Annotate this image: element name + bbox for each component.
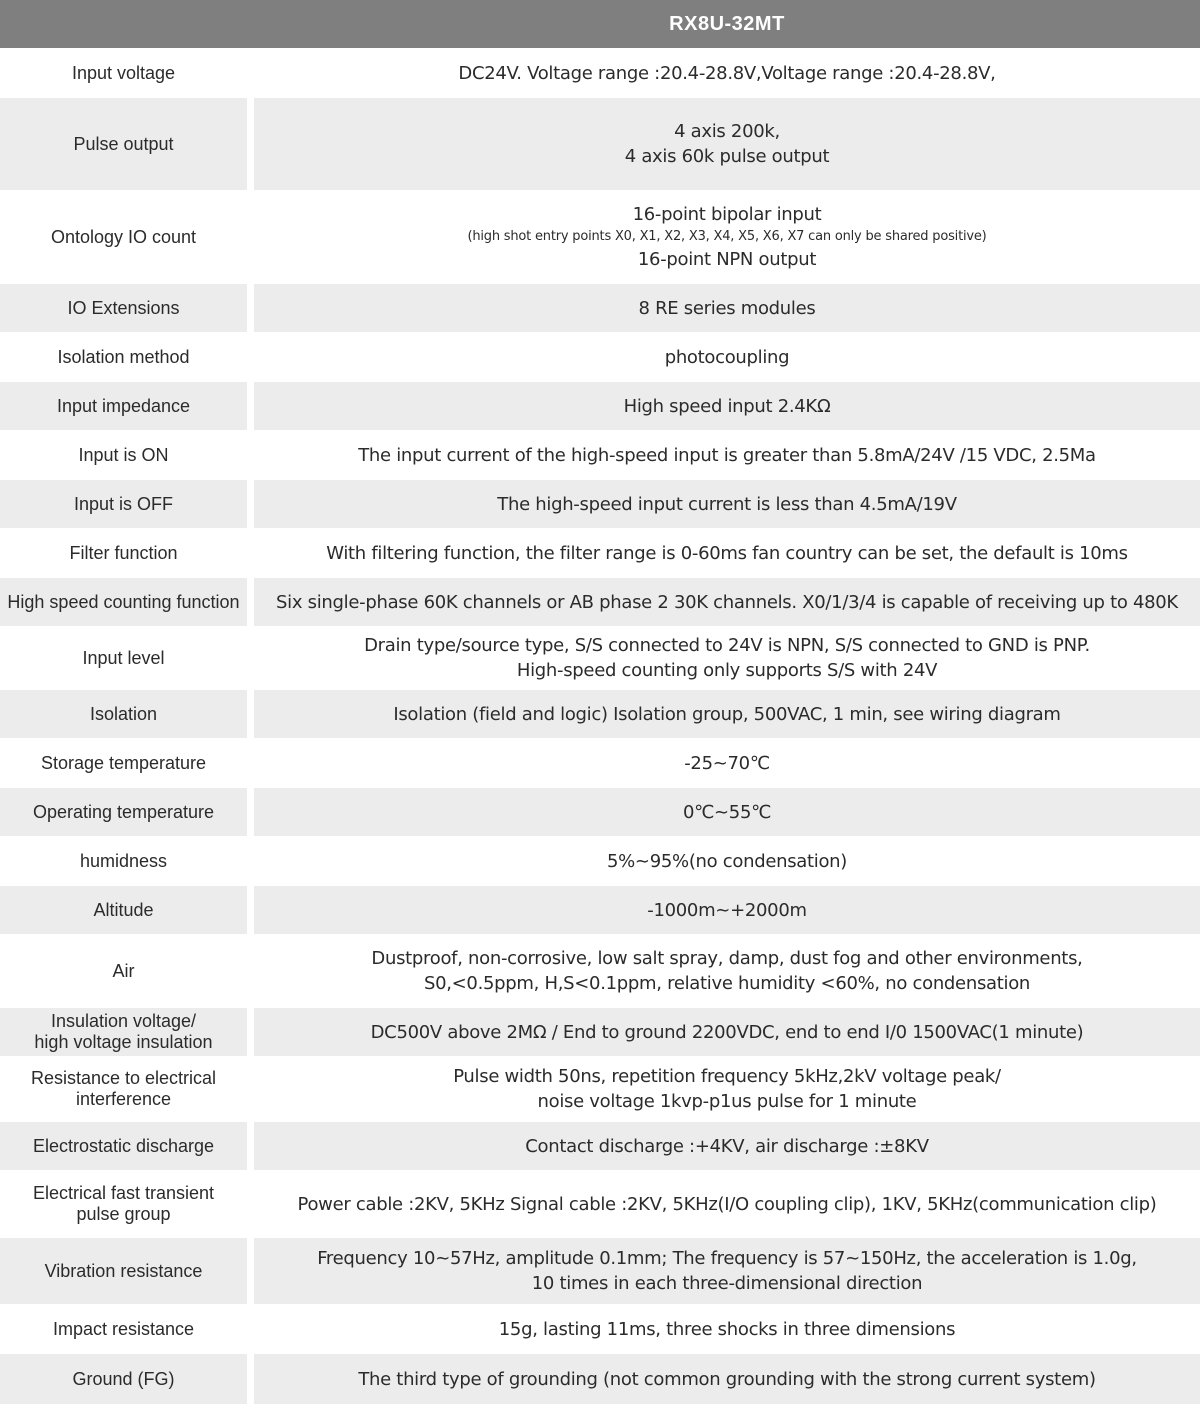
spec-label: IO Extensions bbox=[0, 284, 247, 332]
spec-value: 16-point bipolar input (high shot entry points X0, X1, X2, X3, X4, X5, X6, X7 can only be shared positive) 16-point NPN output bbox=[254, 190, 1200, 284]
spec-value: Frequency 10~57Hz, amplitude 0.1mm; The frequency is 57~150Hz, the acceleration is 1.0g, 10 times in each three-dimensional direction bbox=[254, 1238, 1200, 1304]
spec-value: Dustproof, non-corrosive, low salt spray, damp, dust fog and other environments, S0,<0.5ppm, H,S<0.1ppm, relative humidity <60%, no condensation bbox=[254, 934, 1200, 1008]
table-row bbox=[0, 48, 1200, 98]
table-row bbox=[0, 788, 1200, 836]
spec-value: With filtering function, the filter range is 0-60ms fan country can be set, the default is 10ms bbox=[254, 528, 1200, 578]
spec-label: Insulation voltage/ high voltage insulation bbox=[0, 1008, 247, 1056]
spec-label: Ground (FG) bbox=[0, 1354, 247, 1404]
spec-label: Input level bbox=[0, 626, 247, 690]
table-row bbox=[0, 1122, 1200, 1170]
header-model: RX8U-32MT bbox=[254, 0, 1200, 48]
spec-value: 0℃~55℃ bbox=[254, 788, 1200, 836]
table-row bbox=[0, 836, 1200, 886]
table-header bbox=[0, 0, 1200, 48]
spec-label: Resistance to electrical interference bbox=[0, 1056, 247, 1122]
spec-label: Electrostatic discharge bbox=[0, 1122, 247, 1170]
spec-value: -1000m~+2000m bbox=[254, 886, 1200, 934]
spec-value: Isolation (field and logic) Isolation group, 500VAC, 1 min, see wiring diagram bbox=[254, 690, 1200, 738]
spec-label: Pulse output bbox=[0, 98, 247, 190]
spec-label: Isolation bbox=[0, 690, 247, 738]
spec-label: Isolation method bbox=[0, 332, 247, 382]
table-row bbox=[0, 98, 1200, 190]
spec-value: 5%~95%(no condensation) bbox=[254, 836, 1200, 886]
spec-value: Pulse width 50ns, repetition frequency 5kHz,2kV voltage peak/ noise voltage 1kvp-p1us pulse for 1 minute bbox=[254, 1056, 1200, 1122]
spec-label: humidness bbox=[0, 836, 247, 886]
spec-label: Air bbox=[0, 934, 247, 1008]
table-row bbox=[0, 886, 1200, 934]
spec-value: Power cable :2KV, 5KHz Signal cable :2KV, 5KHz(I/O coupling clip), 1KV, 5KHz(communication clip) bbox=[254, 1170, 1200, 1238]
spec-label: High speed counting function bbox=[0, 578, 247, 626]
spec-value: The input current of the high-speed input is greater than 5.8mA/24V /15 VDC, 2.5Ma bbox=[254, 430, 1200, 480]
spec-label: Input is OFF bbox=[0, 480, 247, 528]
spec-label: Ontology IO count bbox=[0, 190, 247, 284]
spec-value: 15g, lasting 11ms, three shocks in three dimensions bbox=[254, 1304, 1200, 1354]
table-row bbox=[0, 626, 1200, 690]
spec-value: DC24V. Voltage range :20.4-28.8V,Voltage range :20.4-28.8V, bbox=[254, 48, 1200, 98]
spec-value: The third type of grounding (not common grounding with the strong current system) bbox=[254, 1354, 1200, 1404]
spec-label: Input voltage bbox=[0, 48, 247, 98]
table-row bbox=[0, 332, 1200, 382]
spec-value: -25~70℃ bbox=[254, 738, 1200, 788]
spec-label: Impact resistance bbox=[0, 1304, 247, 1354]
spec-label: Operating temperature bbox=[0, 788, 247, 836]
table-row bbox=[0, 690, 1200, 738]
table-row bbox=[0, 284, 1200, 332]
spec-value: Six single-phase 60K channels or AB phase 2 30K channels. X0/1/3/4 is capable of receiving up to 480K bbox=[254, 578, 1200, 626]
table-row bbox=[0, 480, 1200, 528]
spec-value: Contact discharge :+4KV, air discharge :±8KV bbox=[254, 1122, 1200, 1170]
table-row bbox=[0, 382, 1200, 430]
table-row bbox=[0, 1008, 1200, 1056]
header-label-cell bbox=[0, 0, 247, 48]
spec-label: Altitude bbox=[0, 886, 247, 934]
table-row bbox=[0, 1354, 1200, 1404]
spec-label: Input impedance bbox=[0, 382, 247, 430]
table-row bbox=[0, 578, 1200, 626]
table-row bbox=[0, 934, 1200, 1008]
spec-label: Vibration resistance bbox=[0, 1238, 247, 1304]
spec-value: High speed input 2.4KΩ bbox=[254, 382, 1200, 430]
spec-value: 8 RE series modules bbox=[254, 284, 1200, 332]
spec-value: Drain type/source type, S/S connected to 24V is NPN, S/S connected to GND is PNP. High-speed counting only supports S/S with 24V bbox=[254, 626, 1200, 690]
table-row bbox=[0, 1304, 1200, 1354]
spec-value: DC500V above 2MΩ / End to ground 2200VDC, end to end I/0 1500VAC(1 minute) bbox=[254, 1008, 1200, 1056]
spec-label: Filter function bbox=[0, 528, 247, 578]
spec-value: The high-speed input current is less than 4.5mA/19V bbox=[254, 480, 1200, 528]
spec-value: 4 axis 200k, 4 axis 60k pulse output bbox=[254, 98, 1200, 190]
spec-label: Storage temperature bbox=[0, 738, 247, 788]
spec-value: photocoupling bbox=[254, 332, 1200, 382]
table-row bbox=[0, 1238, 1200, 1304]
table-row bbox=[0, 738, 1200, 788]
table-row bbox=[0, 1056, 1200, 1122]
table-row bbox=[0, 430, 1200, 480]
spec-label: Input is ON bbox=[0, 430, 247, 480]
table-row bbox=[0, 1170, 1200, 1238]
spec-label: Electrical fast transient pulse group bbox=[0, 1170, 247, 1238]
table-row bbox=[0, 528, 1200, 578]
table-row bbox=[0, 190, 1200, 284]
